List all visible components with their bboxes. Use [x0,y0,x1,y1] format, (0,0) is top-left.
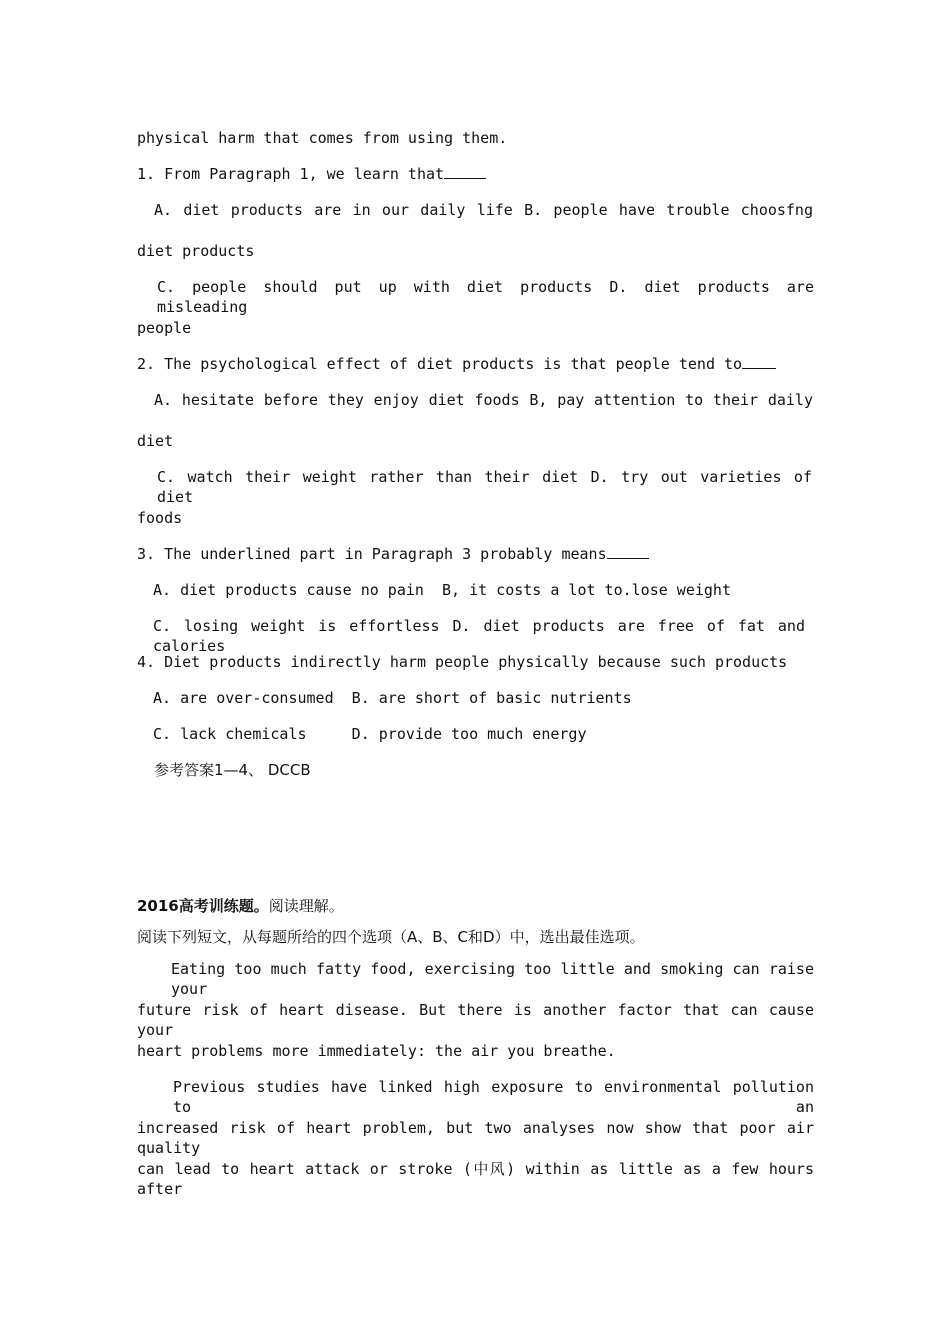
question-text: 1. From Paragraph 1, we learn that [137,165,445,183]
question-text: 3. The underlined part in Paragraph 3 probably means [137,545,607,563]
question-1 [137,164,486,184]
question-2 [137,354,776,374]
answer-blank [444,164,486,179]
answer-blank [607,544,649,559]
question-text: 2. The psychological effect of diet products is that people tend to [137,355,743,373]
paragraph-1-line: Eating too much fatty food, exercising too little and smoking can raise your [171,960,814,998]
options-ab: A. diet products are in our daily life B. people have trouble choosfng [154,201,813,219]
section-title-bold: 2016高考训练题。 [137,897,269,915]
paragraph-1-line: heart problems more immediately: the air you breathe. [137,1042,616,1060]
text-line: diet products [137,242,255,260]
paragraph-2-line: increased risk of heart problem, but two analyses now show that poor air quality [137,1119,814,1157]
question-4: 4. Diet products indirectly harm people physically because such products [137,653,788,671]
paragraph-2-line: can lead to heart attack or stroke (中风) within as little as a few hours after [137,1160,814,1198]
options-cd: C. losing weight is effortless D. diet products are free of fat and calories [153,617,805,655]
paragraph-2-line: Previous studies have linked high exposure to environmental pollution to an [173,1078,814,1116]
options-cd: C. lack chemicals D. provide too much energy [153,725,587,743]
answer-key: 参考答案1—4、 DCCB [154,761,311,779]
options-ab: A. diet products cause no pain B, it costs a lot to.lose weight [153,581,731,599]
answer-blank [742,354,776,369]
options-cd: C. people should put up with diet products D. diet products are misleading [157,278,814,316]
text-line: physical harm that comes from using them. [137,129,508,147]
options-ab: A. hesitate before they enjoy diet foods B, pay attention to their daily [154,391,813,409]
instruction: 阅读下列短文，从每题所给的四个选项（A、B、C和D）中，选出最佳选项。 [137,928,645,946]
options-cd: C. watch their weight rather than their diet D. try out varieties of diet [157,468,812,506]
text-line: diet [137,432,174,450]
paragraph-1-line: future risk of heart disease. But there is another factor that can cause your [137,1001,814,1039]
text-line: foods [137,509,183,527]
text-line: people [137,319,192,337]
section-title [137,896,344,916]
options-ab: A. are over-consumed B. are short of basic nutrients [153,689,632,707]
section-title-rest: 阅读理解。 [268,897,344,915]
question-3 [137,544,649,564]
